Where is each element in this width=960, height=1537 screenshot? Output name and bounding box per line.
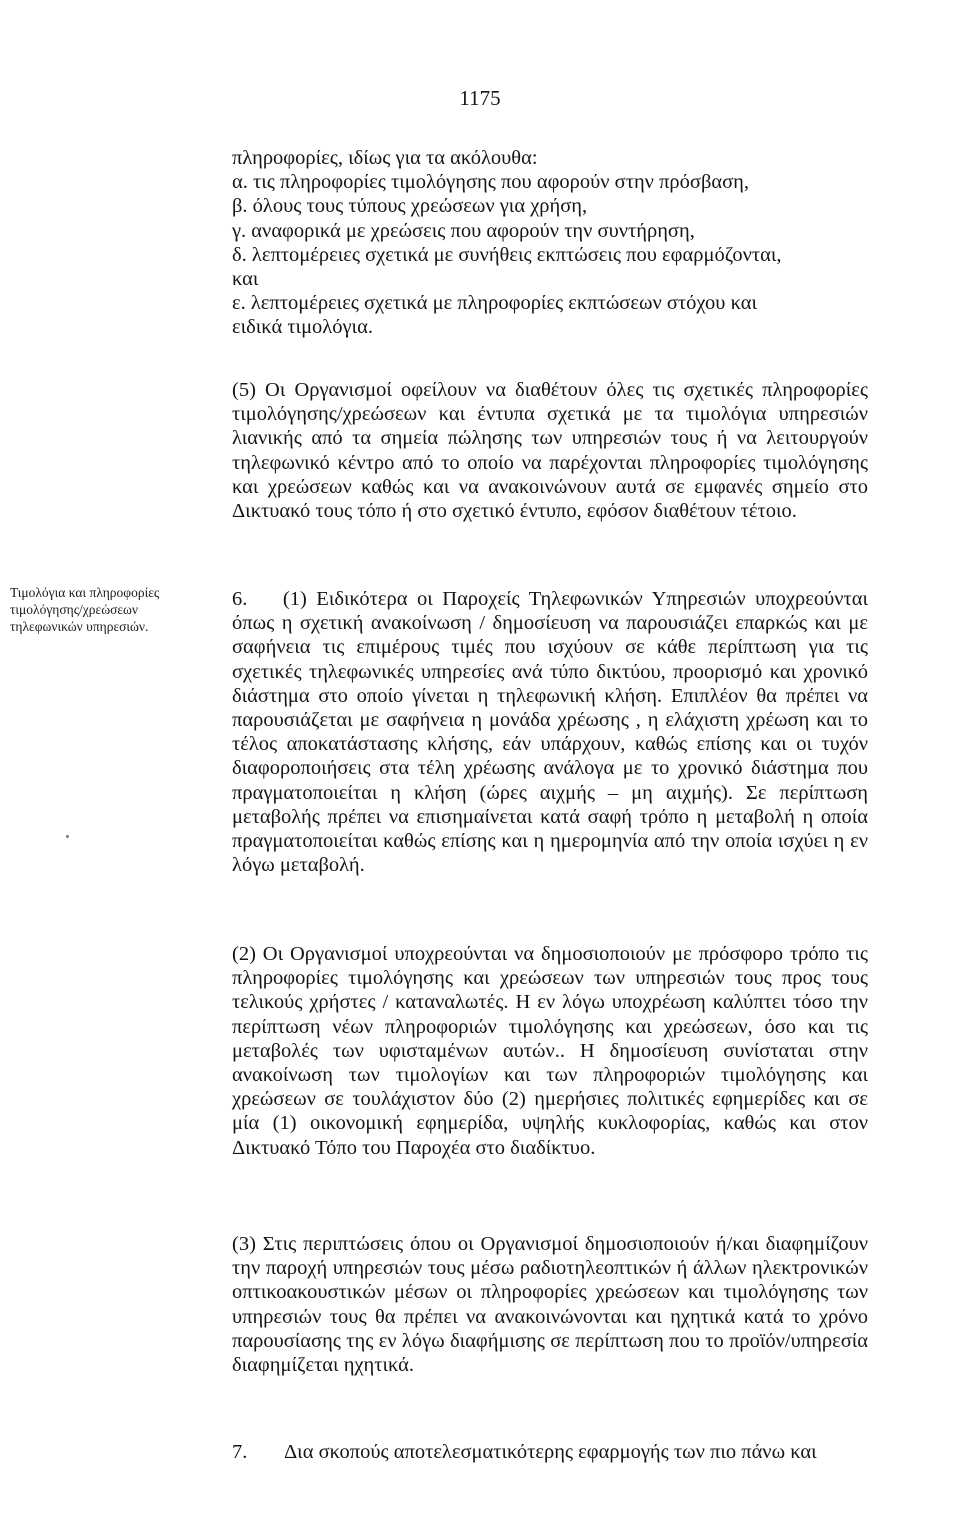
margin-note-line: τιμολόγησης/χρεώσεων xyxy=(10,602,139,617)
section-7-number: 7. xyxy=(232,1441,248,1463)
section-6-paragraph-1 xyxy=(232,587,868,877)
intro-list-lead: πληροφορίες, ιδίως για τα ακόλουθα: xyxy=(232,147,538,169)
intro-list xyxy=(232,146,868,340)
section-6-number: 6. xyxy=(232,588,248,610)
section-6-para-1-text: (1) Ειδικότερα οι Παροχείς Τηλεφωνικών Υπηρεσιών υποχρεούνται όπως η σχετική ανακοίνωση / δημοσίευση να παρουσιάζει επαρκώς και με σαφήνεια τις επιμέρους τιμές που ισχύουν σε κάθε περίπτωση για τις σχετικές τηλεφωνικές υπηρεσίες ανά τύπο δικτύου, προορισμό και χρονικό διάστημα στο οποίο γίνεται η τηλεφωνική κλήση. Επιπλέον θα πρέπει να παρουσιάζεται με σαφήνεια η μονάδα χρέωσης , η ελάχιστη χρέωση και το τέλος αποκατάστασης κλήσης, εάν υπάρχουν, καθώς επίσης και οι τυχόν διαφοροποιήσεις στα τέλη χρέωσης ανάλογα με το χρονικό διάστημα που πραγματοποιείται η κλήση (ώρες αιχμής – μη αιχμής). Σε περίπτωση μεταβολής πρέπει να επισημαίνεται κατά σαφή τρόπο η μεταβολή η οποία πραγματοποιείται καθώς επίσης και η ημερομηνία από την οποία ισχύει η εν λόγω μεταβολή. xyxy=(232,588,868,877)
section-7 xyxy=(232,1440,868,1464)
margin-note xyxy=(10,584,205,635)
list-item: β. όλους τους τύπους χρεώσεων για χρήση, xyxy=(232,195,588,218)
page-number: 1175 xyxy=(459,86,501,110)
section-6-paragraph-2: (2) Οι Οργανισμοί υποχρεούνται να δημοσιοποιούν με πρόσφορο τρόπο τις πληροφορίες τιμολόγησης και χρεώσεων των υπηρεσιών τους προς τους τελικούς χρήστες / καταναλωτές. Η εν λόγω υποχρέωση καλύπτει τόσο την περίπτωση νέων πληροφοριών τιμολόγησης και χρεώσεων, όσο και τις μεταβολές των υφισταμένων αυτών.. Η δημοσίευση συνίσταται στην ανακοίνωση των τιμολογίων και των πληροφοριών τιμολόγησης και χρεώσεων σε τουλάχιστον δύο (2) ημερήσιες πολιτικές εφημερίδες και σε μία (1) οικονομική εφημερίδα, υψηλής κυκλοφορίας, καθώς και στον Δικτυακό Τόπο του Παροχέα στο διαδίκτυο. xyxy=(232,943,868,1159)
section-7-text: Δια σκοπούς αποτελεσματικότερης εφαρμογής των πιο πάνω και xyxy=(284,1441,817,1463)
list-item: α. τις πληροφορίες τιμολόγησης που αφορούν στην πρόσβαση, xyxy=(232,171,750,194)
scan-speck xyxy=(66,835,69,838)
list-item: ειδικά τιμολόγια. xyxy=(232,316,373,339)
section-6-paragraph-3: (3) Στις περιπτώσεις όπου οι Οργανισμοί δημοσιοποιούν ή/και διαφημίζουν την παροχή υπηρεσιών τους μέσω ραδιοτηλεοπτικών ή άλλων ηλεκτρονικών οπτικοακουστικών μέσων οι πληροφορίες χρεώσεων και τιμολόγησης των υπηρεσιών τους θα πρέπει να ανακοινώνονται και ηχητικά κατά το χρόνο παρουσίασης της εν λόγω διαφήμισης σε περίπτωση που το προϊόν/υπηρεσία διαφημίζεται ηχητικά. xyxy=(232,1233,868,1377)
list-item: γ. αναφορικά με χρεώσεις που αφορούν την συντήρηση, xyxy=(232,219,695,242)
paragraph-5: (5) Οι Οργανισμοί οφείλουν να διαθέτουν όλες τις σχετικές πληροφορίες τιμολόγησης/χρεώσεων και έντυπα σχετικά με τα τιμολόγια υπηρεσιών λιανικής από τα σημεία πώλησης των υπηρεσιών τους ή να λειτουργούν τηλεφωνικό κέντρο από το οποίο να παρέχονται πληροφορίες τιμολόγησης και χρεώσεων καθώς και να ανακοινώνουν αυτά σε εμφανές σημείο στο Δικτυακό τους τόπο ή στο σχετικό έντυπο, εφόσον διαθέτουν τέτοιο. xyxy=(232,379,868,523)
margin-note-line: Τιμολόγια και πληροφορίες xyxy=(10,585,160,600)
list-item: ε. λεπτομέρειες σχετικά με πληροφορίες εκπτώσεων στόχου και xyxy=(232,292,757,315)
list-item: και xyxy=(232,268,259,291)
margin-note-line: τηλεφωνικών υπηρεσιών. xyxy=(10,619,149,634)
list-item: δ. λεπτομέρειες σχετικά με συνήθεις εκπτώσεις που εφαρμόζονται, xyxy=(232,243,782,266)
